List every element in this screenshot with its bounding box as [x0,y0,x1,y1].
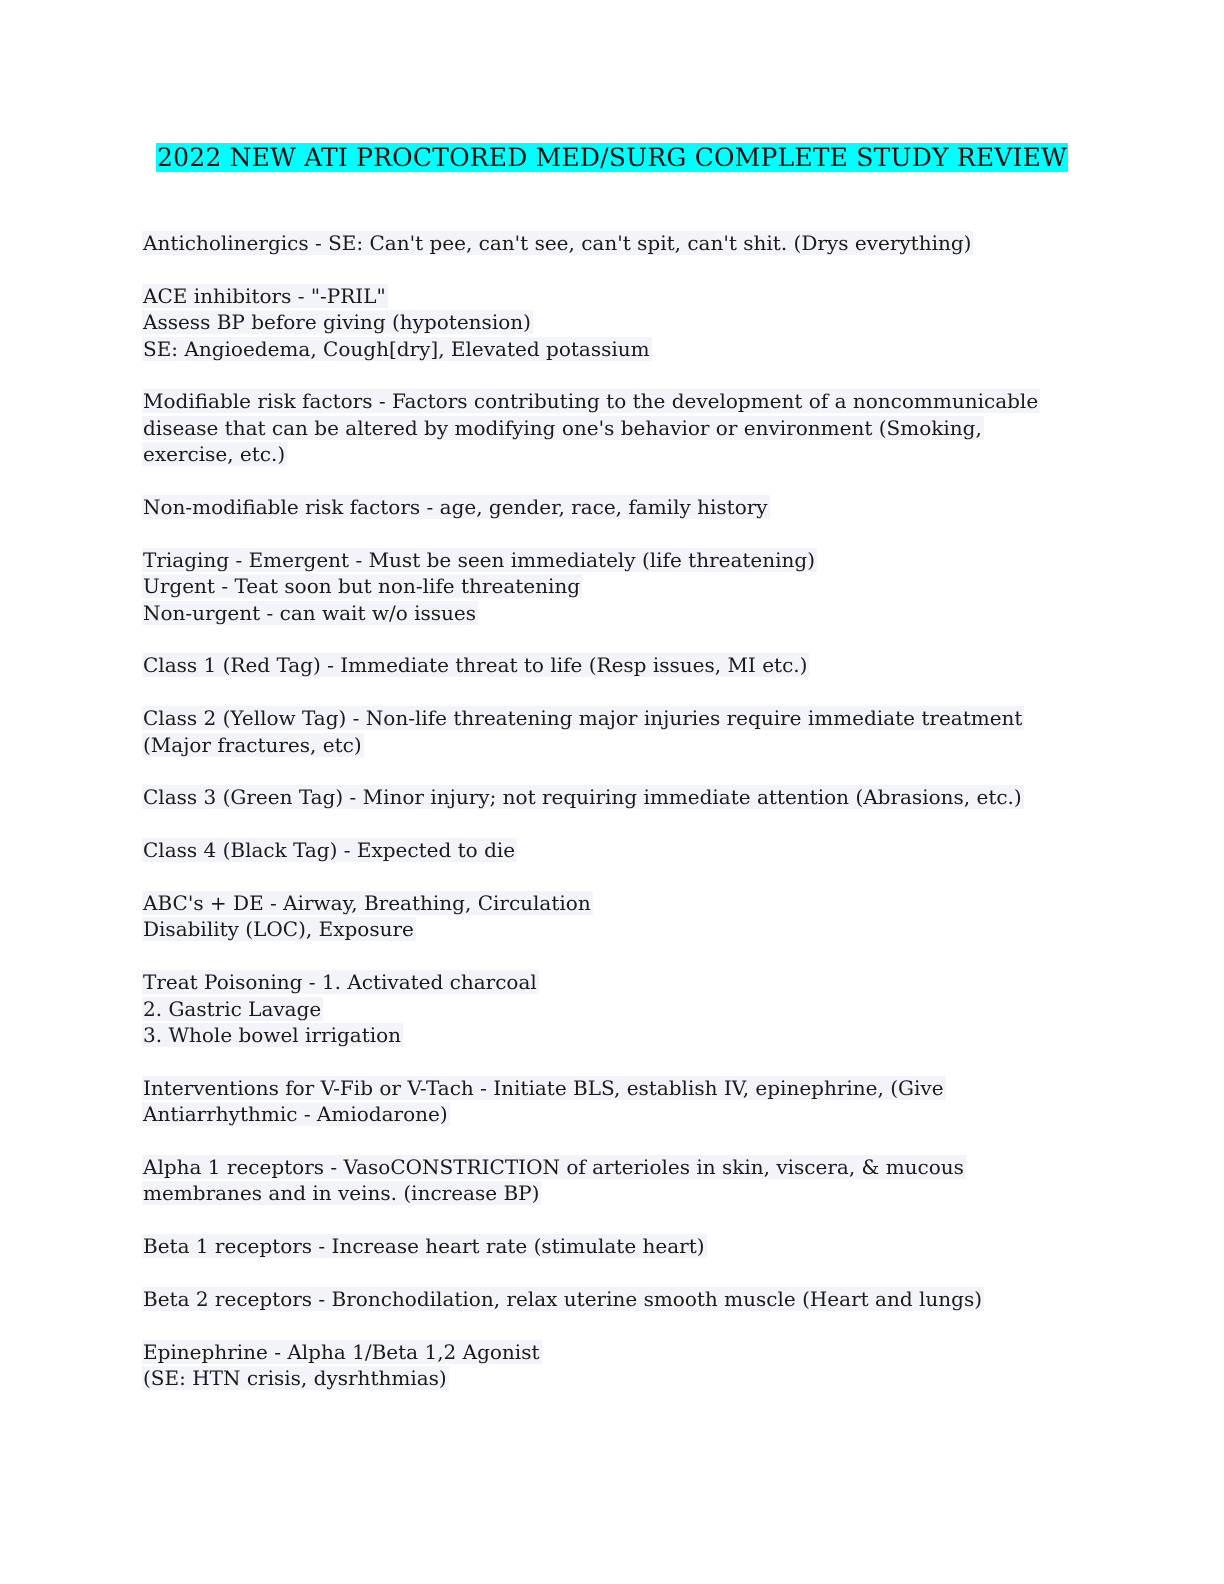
study-entry [142,1154,1072,1207]
entry-line-text: Alpha 1 receptors - VasoCONSTRICTION of arterioles in skin, viscera, & mucous membranes and in veins. (increase BP) [143,1155,964,1206]
entry-line [142,388,1072,467]
entry-line-text: ABC's + DE - Airway, Breathing, Circulation [143,891,591,916]
entry-line [142,969,1072,995]
entry-line [142,1286,1072,1312]
entry-line [142,996,1072,1022]
study-entries [142,230,1072,1392]
document-title [142,142,1082,174]
entry-line [142,1154,1072,1207]
entry-line [142,1022,1072,1048]
entry-line [142,494,1072,520]
entry-line [142,652,1072,678]
entry-line [142,283,1072,309]
study-entry [142,837,1072,863]
study-entry [142,494,1072,520]
entry-line [142,1075,1072,1128]
entry-line-text: Modifiable risk factors - Factors contributing to the development of a noncommunicable disease that can be altered by modifying one's behavior or environment (Smoking, exercise, etc.) [143,389,1039,467]
study-entry [142,969,1072,1048]
entry-line-text: Beta 1 receptors - Increase heart rate (stimulate heart) [143,1234,705,1259]
study-entry [142,652,1072,678]
entry-line [142,600,1072,626]
study-entry [142,283,1072,362]
entry-line-text: Class 2 (Yellow Tag) - Non-life threatening major injuries require immediate treatment (Major fractures, etc) [143,706,1023,757]
entry-line-text: Interventions for V-Fib or V-Tach - Initiate BLS, establish IV, epinephrine, (Give Antiarrhythmic - Amiodarone) [143,1075,944,1127]
entry-line-text: Anticholinergics - SE: Can't pee, can't see, can't spit, can't shit. (Drys everything) [143,231,972,255]
entry-line-text: Urgent - Teat soon but non-life threatening [143,574,581,599]
entry-line [142,230,1072,256]
document-title-text: 2022 NEW ATI PROCTORED MED/SURG COMPLETE STUDY REVIEW [157,143,1067,172]
entry-line [142,784,1072,810]
study-entry [142,890,1072,943]
entry-line [142,573,1072,599]
study-entry [142,784,1072,810]
study-entry [142,1286,1072,1312]
entry-line-text: 3. Whole bowel irrigation [143,1023,402,1048]
entry-line-text: (SE: HTN crisis, dysrhthmias) [143,1366,447,1391]
entry-line-text: Class 1 (Red Tag) - Immediate threat to life (Resp issues, MI etc.) [143,653,808,678]
study-entry [142,547,1072,626]
study-entry [142,1075,1072,1128]
entry-line [142,705,1072,758]
study-entry [142,230,1072,256]
study-entry [142,1339,1072,1392]
study-entry [142,388,1072,467]
entry-line [142,890,1072,916]
entry-line-text: 2. Gastric Lavage [143,996,322,1021]
entry-line-text: Assess BP before giving (hypotension) [143,310,531,335]
entry-line-text: SE: Angioedema, Cough[dry], Elevated potassium [143,336,650,361]
entry-line [142,837,1072,863]
entry-line-text: Triaging - Emergent - Must be seen immediately (life threatening) [143,547,816,572]
study-entry [142,705,1072,758]
entry-line-text: Non-urgent - can wait w/o issues [143,600,477,625]
entry-line-text: Class 4 (Black Tag) - Expected to die [143,838,516,863]
entry-line [142,336,1072,362]
entry-line [142,547,1072,573]
entry-line [142,309,1072,335]
entry-line-text: ACE inhibitors - "-PRIL" [143,283,386,308]
entry-line-text: Disability (LOC), Exposure [143,917,414,942]
entry-line-text: Beta 2 receptors - Bronchodilation, relax uterine smooth muscle (Heart and lungs) [143,1287,983,1312]
study-entry [142,1233,1072,1259]
entry-line [142,1233,1072,1259]
entry-line-text: Epinephrine - Alpha 1/Beta 1,2 Agonist [143,1339,540,1364]
entry-line-text: Treat Poisoning - 1. Activated charcoal [143,970,537,995]
entry-line [142,1365,1072,1391]
entry-line-text: Class 3 (Green Tag) - Minor injury; not requiring immediate attention (Abrasions, etc.) [143,785,1022,810]
entry-line-text: Non-modifiable risk factors - age, gender, race, family history [143,495,768,520]
entry-line [142,916,1072,942]
entry-line [142,1339,1072,1365]
